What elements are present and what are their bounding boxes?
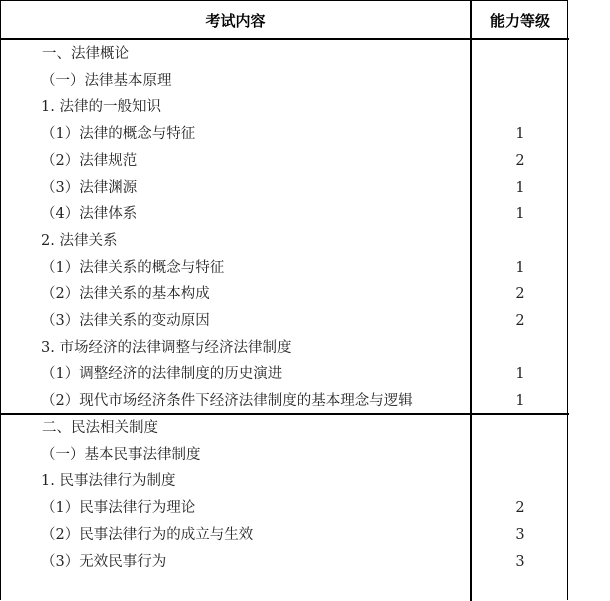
row-content-label: 一、法律概论 <box>42 46 129 62</box>
row-content-label: 1. 法律的一般知识 <box>41 99 161 115</box>
header-ability-level: 能力等级 <box>489 11 550 30</box>
row-ability-level: 2 <box>515 313 525 329</box>
row-ability-level <box>471 415 569 442</box>
table-row <box>1 148 569 175</box>
table-row <box>1 41 569 68</box>
row-ability-level: 1 <box>515 180 525 196</box>
table-row <box>1 175 569 202</box>
row-ability-level <box>471 468 569 495</box>
table-row <box>1 68 569 95</box>
table-row <box>1 121 569 148</box>
row-ability-level <box>471 94 569 121</box>
row-ability-level: 1 <box>515 206 525 222</box>
header-exam-content: 考试内容 <box>205 11 266 30</box>
row-content-label: （1）法律关系的概念与特征 <box>41 260 225 276</box>
table-row <box>1 201 569 228</box>
row-ability-level <box>471 228 569 255</box>
table-row <box>1 522 569 549</box>
table-row <box>1 468 569 495</box>
table-row <box>1 281 569 308</box>
row-ability-level: 2 <box>515 153 525 169</box>
table-row <box>1 388 569 415</box>
row-content-label: 2. 法律关系 <box>41 233 118 249</box>
row-content-label: （4）法律体系 <box>41 206 138 222</box>
table-row <box>1 308 569 335</box>
row-ability-level <box>471 442 569 469</box>
row-content-label: （2）法律规范 <box>41 153 138 169</box>
row-content-label: 1. 民事法律行为制度 <box>41 473 176 489</box>
row-content-label: （3）法律关系的变动原因 <box>41 313 210 329</box>
table-row <box>1 495 569 522</box>
row-ability-level: 2 <box>515 286 525 302</box>
table-row <box>1 228 569 255</box>
row-content-label: （2）法律关系的基本构成 <box>41 286 210 302</box>
table-row <box>1 415 569 442</box>
row-content-label: 3. 市场经济的法律调整与经济法律制度 <box>41 340 292 356</box>
table-row <box>1 335 569 362</box>
row-content-label: 二、民法相关制度 <box>42 420 158 436</box>
row-ability-level: 3 <box>515 527 525 543</box>
row-ability-level <box>471 335 569 362</box>
row-content-label: （1）调整经济的法律制度的历史演进 <box>41 366 283 382</box>
row-content-label: （1）民事法律行为理论 <box>41 500 196 516</box>
row-ability-level <box>471 41 569 68</box>
row-ability-level <box>471 68 569 95</box>
row-ability-level: 1 <box>515 260 525 276</box>
row-ability-level: 1 <box>515 126 525 142</box>
row-ability-level: 1 <box>515 366 525 382</box>
row-content-label: （1）法律的概念与特征 <box>41 126 196 142</box>
table-row <box>1 255 569 282</box>
row-ability-level: 3 <box>515 554 525 570</box>
table-row <box>1 361 569 388</box>
table-row <box>1 442 569 469</box>
row-content-label: （一）基本民事法律制度 <box>41 447 201 463</box>
row-content-label: （2）民事法律行为的成立与生效 <box>41 527 254 543</box>
row-content-label: （3）法律渊源 <box>41 180 138 196</box>
row-ability-level: 2 <box>515 500 525 516</box>
row-content-label: （3）无效民事行为 <box>41 554 167 570</box>
table-row <box>1 94 569 121</box>
row-content-label: （2）现代市场经济条件下经济法律制度的基本理念与逻辑 <box>41 393 413 409</box>
row-content-label: （一）法律基本原理 <box>41 73 172 89</box>
row-ability-level: 1 <box>515 393 525 409</box>
